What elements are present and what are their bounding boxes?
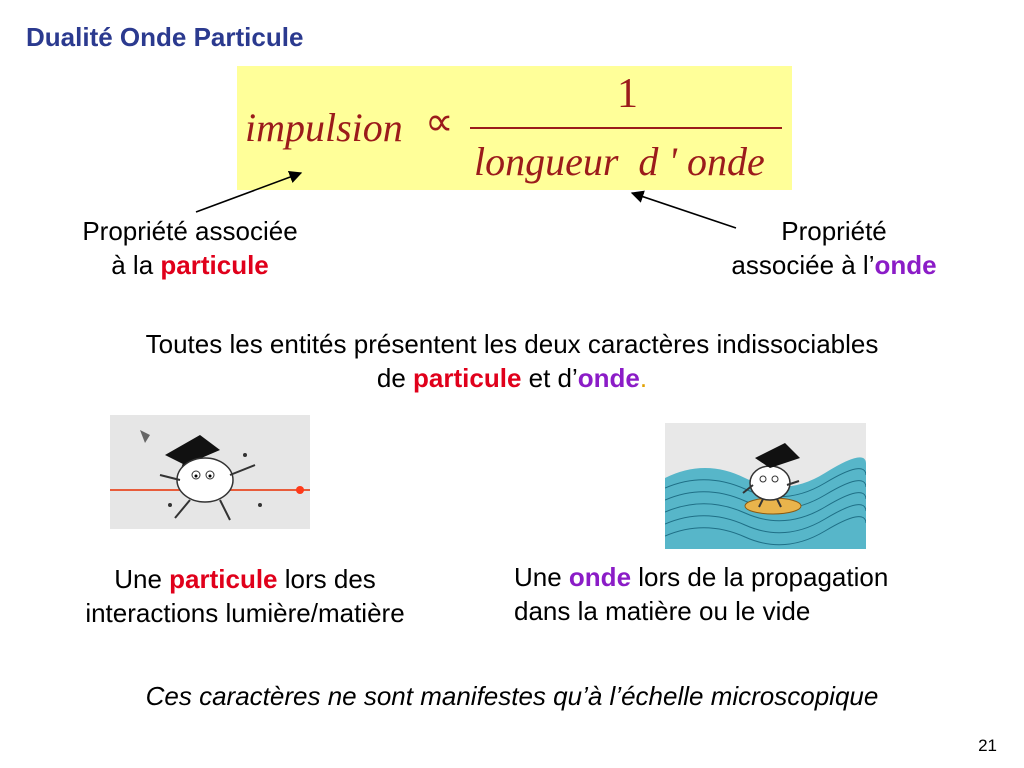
duality-statement: Toutes les entités présentent les deux caractères indissociables de particule et d’onde. <box>145 329 879 393</box>
particle-caption: Une particule lors des interactions lumière/matière <box>85 564 405 628</box>
onde-highlight: onde <box>874 250 937 280</box>
slide-title: Dualité Onde Particule <box>26 22 304 52</box>
wave-caption: Une onde lors de la propagation dans la matière ou le vide <box>514 562 889 626</box>
particule-highlight: particule <box>160 250 269 280</box>
particle-property-label: Propriété associée à la particule <box>82 216 298 280</box>
fraction-bar <box>470 127 782 129</box>
formula-denominator: longueur d ' onde <box>474 139 765 184</box>
formula-lhs: impulsion <box>245 105 403 150</box>
page-number: 21 <box>978 736 997 755</box>
footer-statement: Ces caractères ne sont manifestes qu’à l’échelle microscopique <box>145 681 879 711</box>
proportional-symbol: ∝ <box>425 99 454 144</box>
wave-property-label: Propriété associée à l’onde <box>731 216 937 280</box>
particle-illustration <box>110 415 310 529</box>
wave-illustration <box>665 423 866 549</box>
formula-numerator: 1 <box>617 71 638 117</box>
